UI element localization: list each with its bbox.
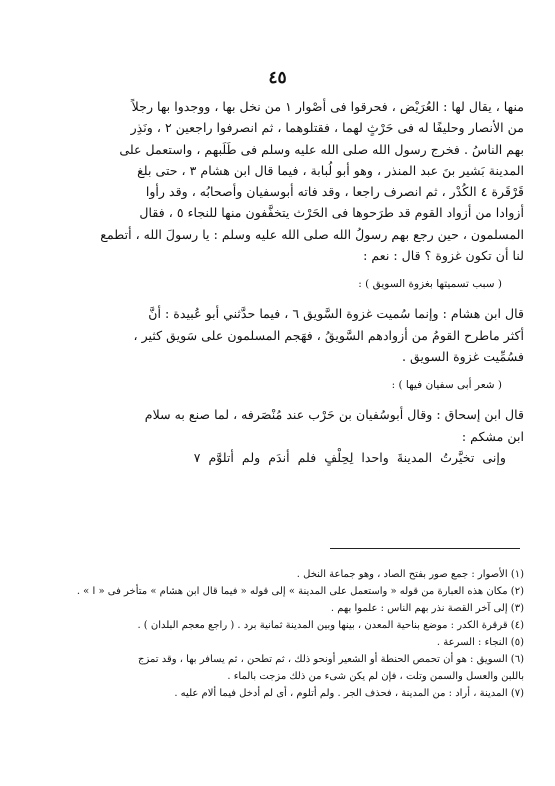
poem-verse: وإنى تخيَّرتُ المدينةَ واحدا لِحِلْفٍ فلم أندَم ولم أتلوَّم ٧ (193, 449, 506, 465)
footnote: (٦) السويق : هو أن تحمص الحنطة أو الشعير أونحو ذلك ، ثم تطحن ، ثم يسافر بها ، وقد تمزج (137, 654, 524, 665)
text-line: منها ، يقال لها : العُرَيْض ، فحرقوا فى أصْوار ١ من نخل بها ، ووجدوا بها رجلاً (131, 99, 524, 114)
text-line: أكثر ماطرح القومُ من أزوادهم السَّويقُ ، فهَجم المسلمون على سَويق كثير ، (133, 327, 524, 343)
footnote: (٣) إلى آخر القصة نذر بهم الناس : علموا بهم . (330, 603, 524, 614)
text-line: من الأنصار وحليفًا له فى حَرْثٍ لهما ، فقتلوهما ، ثم انصرفوا راجعين ٢ ، ونَذِر (130, 120, 524, 136)
text-line: قَرْقَرة ٤ الكُدْر ، ثم انصرف راجعا ، وقد فاته أبوسفيان وأصحابُه ، وقد رأوا (145, 184, 524, 200)
main-text (72, 96, 524, 468)
text-line: لنا أن تكون غزوة ؟ قال : نعم : (363, 248, 524, 264)
spacer (72, 295, 524, 303)
section-heading: ( شعر أبى سفيان فيها ) : (391, 379, 502, 392)
footnote: (٤) قرقرة الكدر : موضع بناحية المعدن ، بينها وبين المدينة ثمانية برد . ( راجع معجم البلدان ) . (137, 620, 524, 631)
text-line: فسُمِّيت غزوة السويق . (401, 348, 524, 364)
spacer (72, 396, 524, 404)
page-number: ٤٥ (268, 68, 287, 88)
text-line: ابن مشكم : (461, 428, 524, 444)
footnote: (٧) المدينة ، أراد : من المدينة ، فحذف الجر . ولم أتلوم ، أى لم أدخل فيما ألام عليه . (174, 688, 524, 699)
text-line: قال ابن هشام : وإنما سُميت غزوة السَّويق ٦ ، فيما حدَّثني أبو عُبيدة : أنَّ (148, 306, 524, 322)
text-line: أزوادا من أزواد القوم قد طرَحوها فى الحَرْث يتخفَّفون منها للنجاء ٥ ، فقال (139, 205, 524, 221)
spacer (72, 266, 524, 274)
footnote-divider (330, 548, 520, 549)
text-line: المسلمون ، حين رجع بهم رسولُ الله صلى الله عليه وسلم : يا رسولَ الله ، أتطمع (100, 226, 524, 242)
section-heading: ( سبب تسميتها بغزوة السويق ) : (358, 278, 502, 291)
footnotes (72, 566, 524, 702)
footnote: (٥) النجاء : السرعة . (436, 637, 524, 648)
text-line: المدينة بَشير بنَ عبد المنذر ، وهو أبو لُبابة ، فيما قال ابن هشام ٣ ، حتى بلغ (137, 162, 524, 178)
text-line: بهم الناسُ . فخرج رسول الله صلى الله عليه وسلم فى طَلَبهم ، واستعمل على (119, 141, 524, 157)
footnote: باللبن والعسل والسمن وتلت ، فإن لم يكن شىء من ذلك مزجت بالماء . (227, 671, 524, 682)
text-line: قال ابن إسحاق : وقال أبوسُفيان بن حَرْب عند مُنْصَرفه ، لما صنع به سلام (144, 407, 524, 423)
footnote: (٢) مكان هذه العبارة من قوله « واستعمل على المدينة » إلى قوله « فيما قال ابن هشام » متأخر فى « ا » . (76, 586, 524, 597)
footnote: (١) الأصوار : جمع صور بفتح الصاد ، وهو جماعة النخل . (296, 569, 524, 580)
spacer (72, 367, 524, 375)
